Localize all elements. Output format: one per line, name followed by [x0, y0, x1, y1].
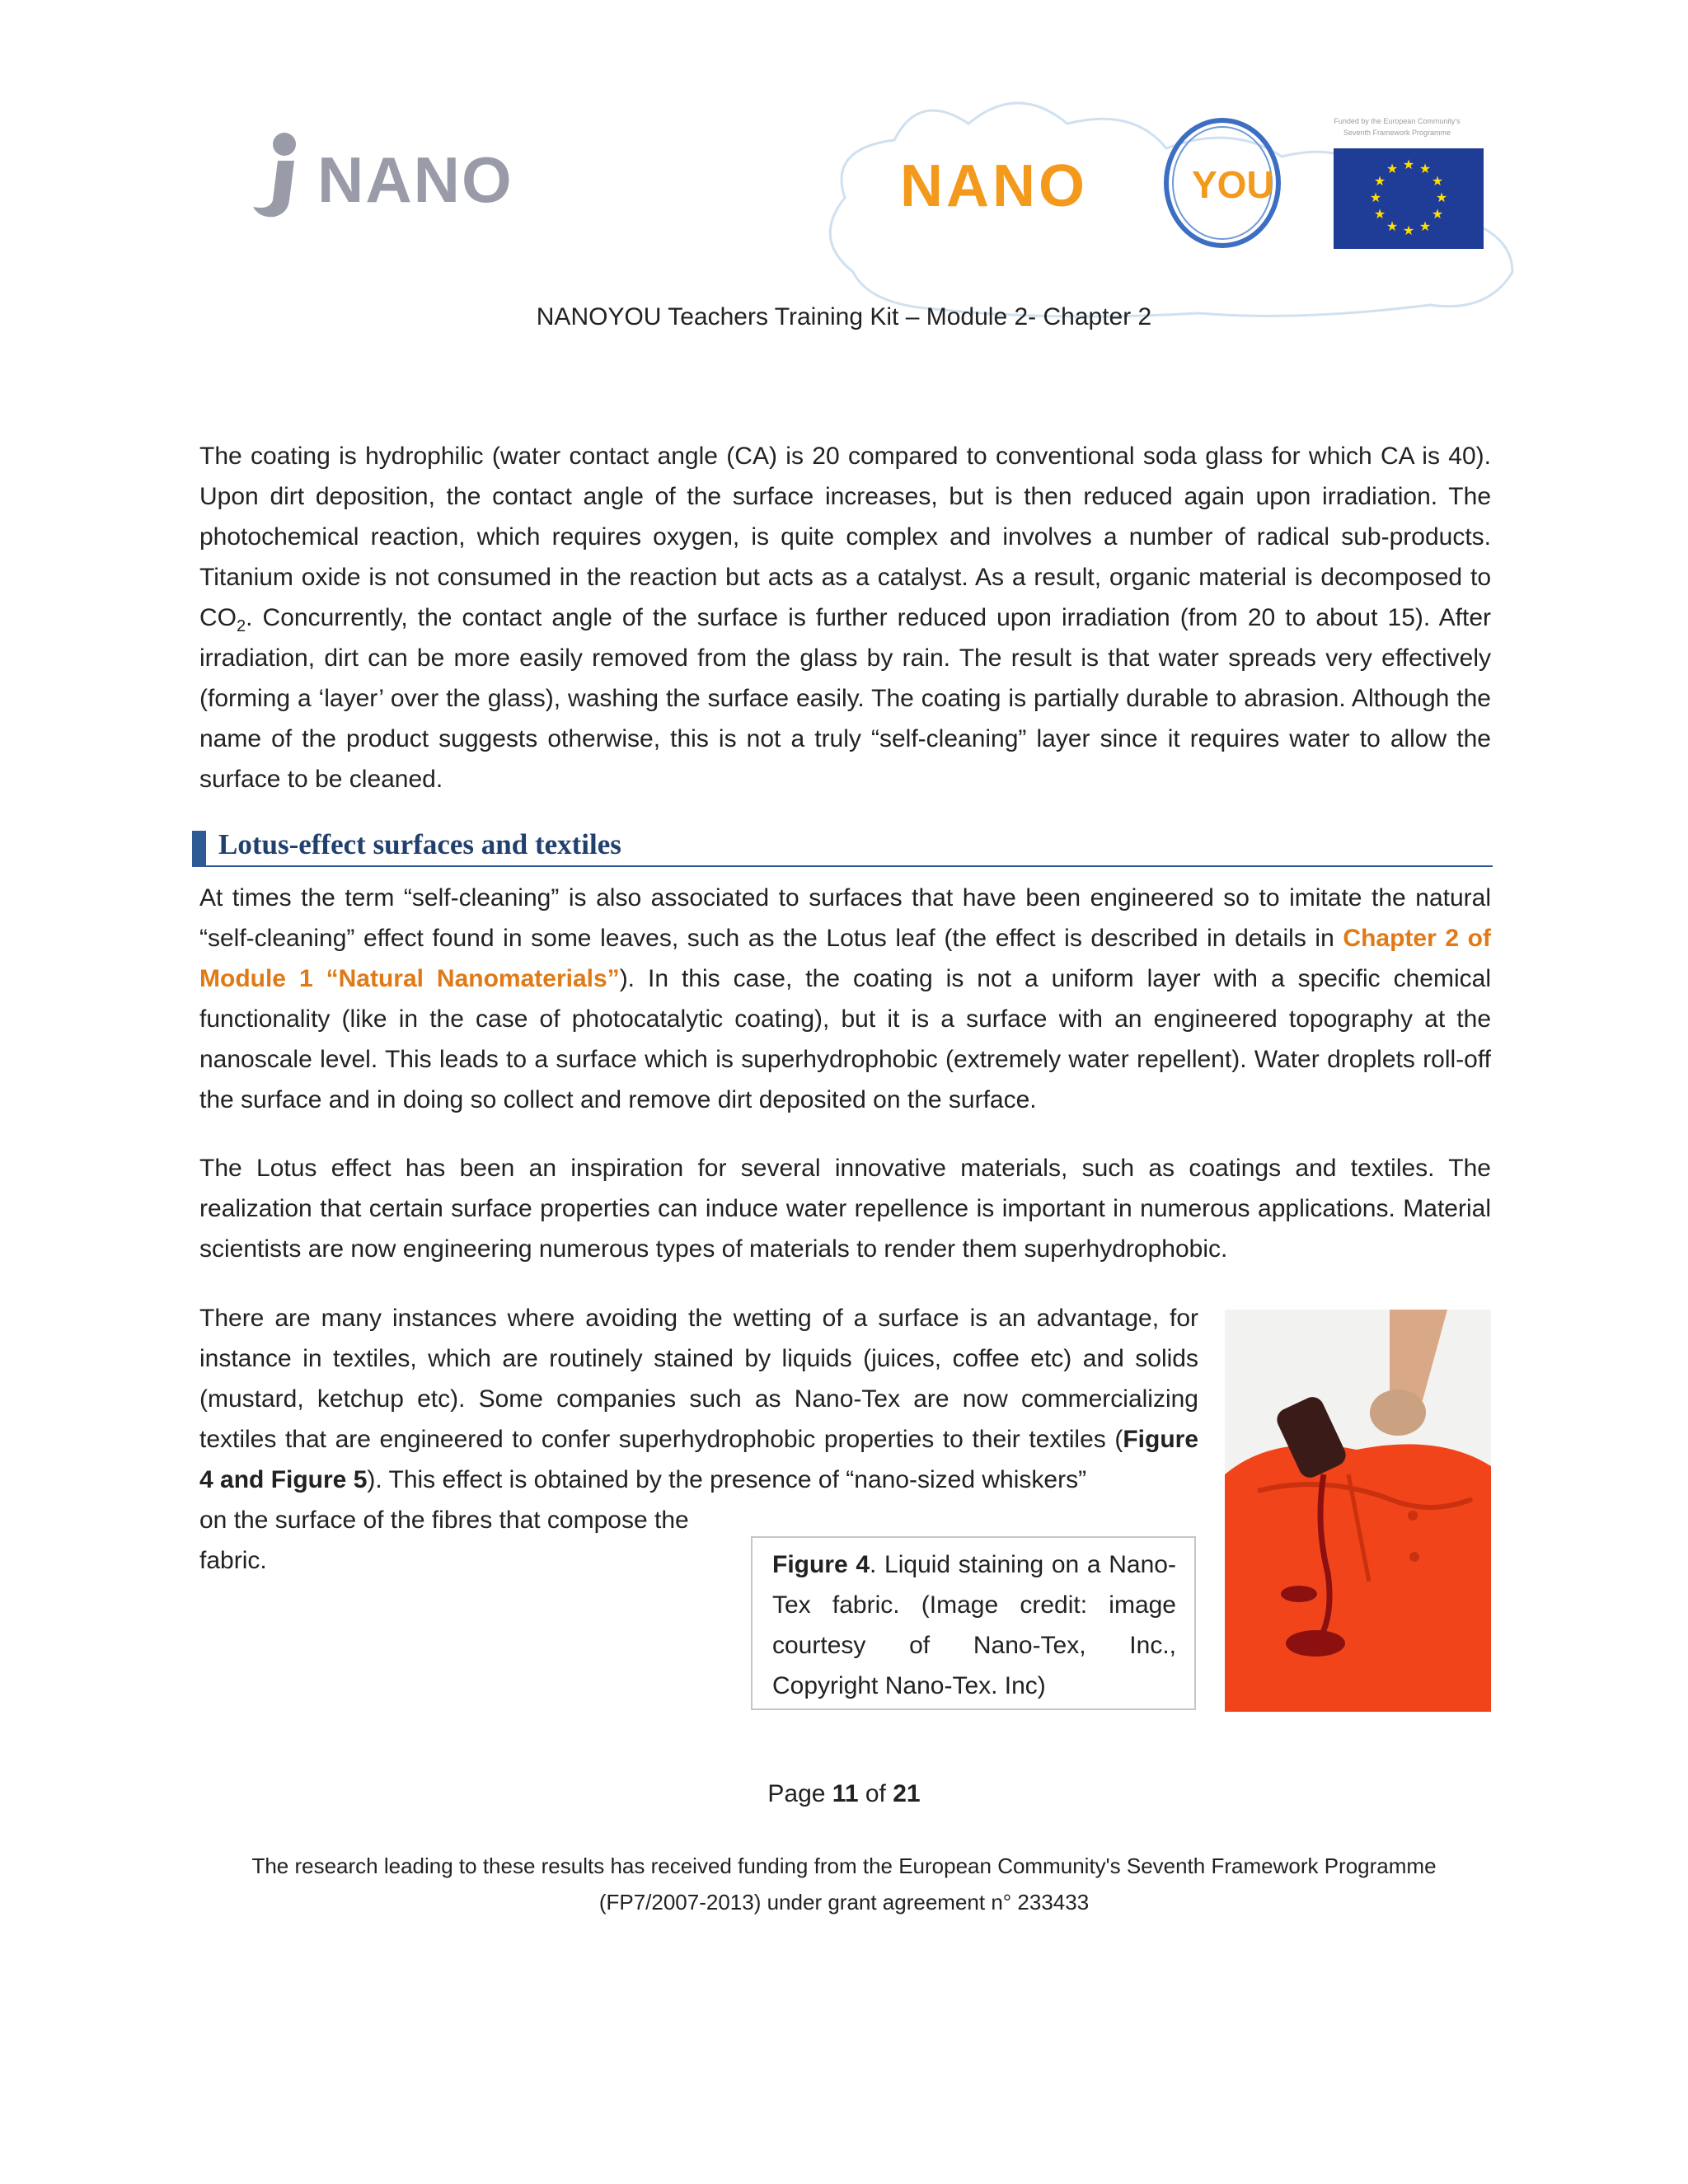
inspiration-text: The Lotus effect has been an inspiration for several innovative materials, such as coatings and textiles. The realization that certain surface properties can induce water repellence is important in numerous applications. Material scientists are now engineering numerous types of materials to render them superhydrophobic.	[199, 1155, 1491, 1263]
svg-text:★: ★	[1373, 206, 1386, 222]
eu-caption-line1: Funded by the European Community's	[1334, 117, 1461, 125]
inspiration-paragraph	[199, 1148, 1491, 1269]
textiles-paragraph	[199, 1298, 1198, 1500]
textiles-text-2: ). This effect is obtained by the presence of “nano-sized whiskers”	[367, 1466, 1087, 1493]
section-rule	[192, 865, 1493, 867]
funding-line1: The research leading to these results has received funding from the European Community's Seventh Framework Programme	[251, 1854, 1437, 1878]
nanoyou-logo-text: NANO	[900, 153, 1088, 219]
nanoyou-you-circle	[1160, 115, 1284, 251]
funding-line2: (FP7/2007-2013) under grant agreement n° 233433	[598, 1890, 1090, 1915]
inano-logo	[241, 128, 513, 227]
funding-notice	[165, 1848, 1523, 1920]
svg-text:★: ★	[1418, 218, 1432, 234]
co2-subscript: 2	[237, 617, 246, 635]
intro-text-2: . Concurrently, the contact angle of the surface is further reduced upon irradiation (from 20 to about 15). After irradiation, dirt can be more easily removed from the glass by rain. The result is that water spreads very effectively (forming a ‘layer’ over the glass), washing the surface easily. The coating is partially durable to abrasion. Although the name of the product suggests otherwise, this is not a truly “self-cleaning” layer since it requires water to allow the surface to be cleaned.	[199, 604, 1491, 793]
figure-4-label: Figure 4	[772, 1551, 870, 1578]
textiles-text-1: There are many instances where avoiding the wetting of a surface is an advantage, for instance in textiles, which are routinely stained by liquids (juices, coffee etc) and solids (mustard, ketchup etc). Some companies such as Nano-Tex are now commercializing textiles that are engineered to confer superhydrophobic properties to their textiles (	[199, 1305, 1198, 1453]
page-current: 11	[832, 1780, 859, 1807]
svg-text:★: ★	[1402, 157, 1415, 172]
running-title: NANOYOU Teachers Training Kit – Module 2- Chapter 2	[536, 303, 1152, 330]
eu-flag-icon	[1334, 148, 1484, 249]
eu-funding-caption	[1306, 115, 1488, 138]
figure-4-caption	[772, 1544, 1176, 1706]
inano-logo-text: NANO	[317, 143, 513, 216]
page-total: 21	[893, 1780, 921, 1807]
svg-text:★: ★	[1369, 190, 1382, 205]
nanoyou-you-text: YOU	[1192, 163, 1274, 206]
figure-4-caption-box	[751, 1536, 1196, 1710]
textiles-tail-line1: on the surface of the fibres that compose the	[199, 1507, 689, 1534]
eu-caption-line2: Seventh Framework Programme	[1343, 129, 1451, 137]
svg-text:★: ★	[1418, 161, 1432, 176]
svg-text:★: ★	[1386, 161, 1399, 176]
lotus-paragraph	[199, 878, 1491, 1120]
intro-paragraph	[199, 436, 1491, 799]
textiles-tail-line2: fabric.	[199, 1547, 267, 1574]
page-number	[0, 1780, 1688, 1808]
section-title: Lotus-effect surfaces and textiles	[218, 828, 621, 860]
chapter-link[interactable]: Chapter 2 of Module 1 “Natural Nanomaterials”	[199, 925, 1491, 992]
inano-i-mark	[241, 128, 324, 227]
textiles-paragraph-tail	[199, 1500, 727, 1581]
intro-text-1: The coating is hydrophilic (water contact angle (CA) is 20 compared to conventional soda glass for which CA is 40). Upon dirt deposition, the contact angle of the surface increases, but is then reduced again upon irradiation. The photochemical reaction, which requires oxygen, is quite complex and involves a number of radical sub-products. Titanium oxide is not consumed in the reaction but acts as a catalyst. As a result, organic material is decomposed to CO	[199, 443, 1491, 631]
page-prefix: Page	[767, 1780, 832, 1807]
lotus-text-1: At times the term “self-cleaning” is also associated to surfaces that have been engineered so to imitate the natural “self-cleaning” effect found in some leaves, such as the Lotus leaf (the effect is described in details in	[199, 884, 1491, 952]
figure-4-photo	[1225, 1310, 1491, 1712]
figure-4-caption-text: . Liquid staining on a Nano-Tex fabric. (Image credit: image courtesy of Nano-Tex, Inc., Copyright Nano-Tex. Inc)	[772, 1551, 1176, 1699]
svg-text:★: ★	[1373, 173, 1386, 189]
figure-reference: Figure 4 and Figure 5	[199, 1426, 1198, 1493]
svg-text:★: ★	[1435, 190, 1448, 205]
section-heading-bar	[192, 831, 206, 867]
svg-text:★: ★	[1402, 223, 1415, 238]
lotus-text-2: ). In this case, the coating is not a uniform layer with a specific chemical functionality (like in the case of photocatalytic coating), but it is a surface with an engineered topography at the nanoscale level. This leads to a surface which is superhydrophobic (extremely water repellent). Water droplets roll-off the surface and in doing so collect and remove dirt deposited on the surface.	[199, 965, 1491, 1113]
page-of: of	[858, 1780, 893, 1807]
svg-text:★: ★	[1431, 206, 1444, 222]
svg-text:★: ★	[1386, 218, 1399, 234]
svg-text:★: ★	[1431, 173, 1444, 189]
